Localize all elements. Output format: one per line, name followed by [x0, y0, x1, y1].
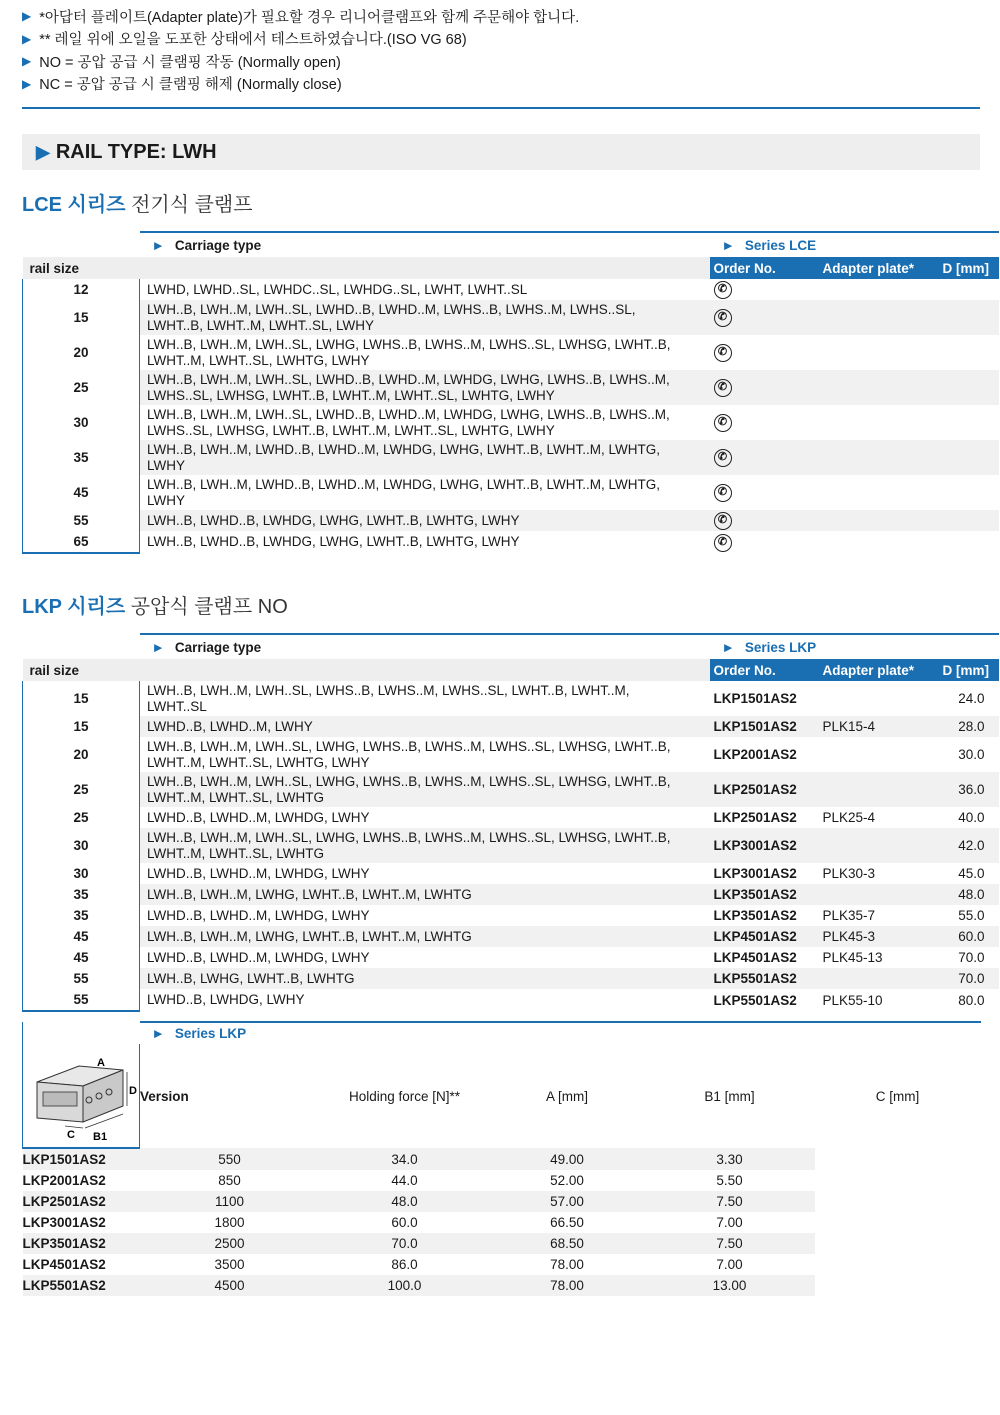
version-cell: LKP1501AS2	[23, 1148, 140, 1170]
spacer-cell	[687, 772, 710, 807]
lce-row	[23, 370, 999, 405]
triangle-bullet-icon: ►	[151, 639, 165, 655]
carriage-types-cell: LWH..B, LWHG, LWHT..B, LWHTG	[140, 968, 687, 989]
carriage-types-cell: LWHD..B, LWHD..M, LWHDG, LWHY	[147, 809, 370, 825]
dim-c-label: C	[67, 1129, 75, 1141]
b1-mm-cell: 68.50	[490, 1233, 645, 1254]
spacer-cell	[687, 863, 710, 884]
spacer-cell	[687, 681, 710, 716]
carriage-types-cell: LWH..B, LWH..M, LWH..SL, LWHG, LWHS..B, LWHS..M, LWHS..SL, LWHSG, LWHT..B, LWHT..M, LWHT..SL, LWHTG, LWHY	[147, 738, 671, 770]
note-item	[22, 73, 982, 96]
order-no-cell: LKP3001AS2	[713, 866, 797, 881]
rail-size-cell: 45	[23, 926, 140, 947]
rail-size-cell: 55	[23, 510, 140, 531]
carriage-types-cell: LWHD..B, LWHDG, LWHY	[147, 992, 305, 1007]
carriage-types-cell: LWHD..B, LWHD..M, LWHDG, LWHY	[147, 907, 370, 923]
holding-force-cell: 550	[140, 1148, 320, 1170]
phone-icon: ✆	[714, 344, 732, 362]
d-cell	[943, 335, 999, 370]
d-cell: 45.0	[958, 866, 985, 881]
version-header: Version	[140, 1088, 189, 1104]
rail-size-cell: 12	[23, 279, 140, 300]
adapter-plate-cell: PLK35-7	[822, 908, 876, 923]
adapter-plate-cell: PLK15-4	[823, 716, 943, 737]
adapter-plate-cell: PLK45-13	[822, 950, 883, 965]
note-text: *아답터 플레이트(Adapter plate)가 필요할 경우 리니어클램프와 함께 주문해야 합니다.	[39, 9, 580, 26]
d-cell	[943, 300, 999, 335]
lce-row	[23, 531, 999, 553]
adapter-plate-cell	[823, 440, 943, 475]
order-no-header: Order No.	[710, 659, 823, 681]
b1-mm-cell: 52.00	[550, 1173, 584, 1188]
b1-mm-cell: 78.00	[490, 1275, 645, 1296]
adapter-plate-cell	[823, 737, 943, 772]
order-no-cell	[710, 405, 823, 440]
lkp-section-title	[22, 590, 288, 619]
spacer-cell	[687, 884, 710, 905]
order-no-cell: LKP2501AS2	[713, 810, 797, 825]
carriage-types-cell: LWHD..B, LWHD..M, LWHDG, LWHY	[147, 865, 370, 881]
adapter-plate-cell	[823, 335, 943, 370]
carriage-type-label: Carriage type	[174, 639, 262, 655]
rail-size-cell: 30	[23, 405, 140, 440]
rail-size-cell: 35	[23, 440, 140, 475]
version-cell: LKP3501AS2	[23, 1233, 140, 1254]
b1-mm-cell: 49.00	[490, 1148, 645, 1170]
rail-size-cell: 65	[23, 531, 140, 553]
lce-row	[23, 440, 999, 475]
d-cell	[943, 370, 999, 405]
phone-icon: ✆	[714, 281, 732, 299]
a-mm-cell: 70.0	[320, 1233, 490, 1254]
order-no-cell: LKP1501AS2	[710, 716, 823, 737]
adapter-plate-cell	[823, 405, 943, 440]
version-row	[23, 1254, 981, 1275]
version-row	[23, 1233, 981, 1254]
d-cell	[943, 475, 999, 510]
carriage-types-cell: LWH..B, LWH..M, LWH..SL, LWHD..B, LWHD..M, LWHDG, LWHG, LWHS..B, LWHS..M, LWHS..SL, LWHSG, LWHT..B, LWHT..M, LWHT..SL, LWHTG, LWHY	[140, 370, 687, 405]
a-mm-cell: 86.0	[391, 1257, 418, 1272]
b1-mm-header: B1 [mm]	[704, 1088, 755, 1104]
rail-size-cell: 35	[23, 884, 140, 905]
c-mm-header: C [mm]	[875, 1088, 920, 1104]
c-mm-cell: 7.50	[645, 1233, 815, 1254]
d-cell: 24.0	[958, 691, 985, 706]
spacer-cell	[687, 405, 710, 440]
spacer-cell	[687, 279, 710, 300]
d-mm-header: D [mm]	[943, 257, 999, 279]
c-mm-cell: 7.00	[716, 1257, 743, 1272]
lce-title-bold: LCE 시리즈	[22, 194, 126, 216]
dim-d-label: D	[129, 1085, 137, 1097]
rail-size-cell: 15	[23, 681, 140, 716]
rail-size-cell: 55	[23, 989, 140, 1011]
carriage-types-cell: LWH..B, LWH..M, LWH..SL, LWHG, LWHS..B, LWHS..M, LWHS..SL, LWHSG, LWHT..B, LWHT..M, LWHT..SL, LWHTG	[140, 828, 687, 863]
adapter-plate-cell	[823, 531, 943, 553]
spacer-cell	[687, 510, 710, 531]
order-no-cell	[710, 370, 823, 405]
phone-icon: ✆	[714, 512, 732, 530]
lkp-row	[23, 716, 999, 737]
spacer-cell	[687, 968, 710, 989]
carriage-types-cell: LWH..B, LWHD..B, LWHDG, LWHG, LWHT..B, LWHTG, LWHY	[140, 510, 687, 531]
lkp-row	[23, 989, 999, 1011]
spacer-cell	[687, 989, 710, 1011]
adapter-plate-cell: PLK45-3	[823, 926, 943, 947]
spacer-cell	[687, 370, 710, 405]
rail-size-header: rail size	[23, 257, 140, 279]
carriage-types-cell: LWH..B, LWH..M, LWH..SL, LWHG, LWHS..B, LWHS..M, LWHS..SL, LWHSG, LWHT..B, LWHT..M, LWHT..SL, LWHTG	[140, 772, 687, 807]
b1-mm-cell: 78.00	[550, 1257, 584, 1272]
c-mm-cell: 5.50	[716, 1173, 743, 1188]
triangle-bullet-icon: ►	[151, 237, 165, 253]
phone-icon: ✆	[714, 484, 732, 502]
phone-icon: ✆	[714, 414, 732, 432]
holding-force-cell: 1100	[140, 1191, 320, 1212]
divider	[22, 107, 980, 109]
adapter-plate-cell	[823, 884, 943, 905]
lce-table	[22, 231, 999, 554]
lkp-title-bold: LKP 시리즈	[22, 596, 126, 618]
triangle-bullet-icon: ▶	[36, 141, 50, 162]
order-no-cell	[710, 440, 823, 475]
carriage-types-cell: LWH..B, LWH..M, LWH..SL, LWHD..B, LWHD..M, LWHDG, LWHG, LWHS..B, LWHS..M, LWHS..SL, LWHSG, LWHT..B, LWHT..M, LWHT..SL, LWHTG, LWHY	[147, 406, 670, 438]
order-no-cell	[710, 300, 823, 335]
lce-section-title	[22, 188, 253, 217]
triangle-bullet-icon: ►	[721, 639, 735, 655]
phone-icon: ✆	[714, 449, 732, 467]
d-cell: 30.0	[958, 747, 985, 762]
d-cell	[943, 440, 999, 475]
rail-size-cell: 55	[23, 968, 140, 989]
holding-force-cell: 1800	[214, 1215, 245, 1230]
adapter-plate-cell	[823, 681, 943, 716]
carriage-types-cell: LWH..B, LWH..M, LWHD..B, LWHD..M, LWHDG, LWHG, LWHT..B, LWHT..M, LWHTG, LWHY	[140, 440, 687, 475]
d-cell: 40.0	[958, 810, 985, 825]
rail-type-heading	[22, 134, 980, 170]
rail-size-cell: 25	[23, 772, 140, 807]
rail-size-cell: 45	[23, 947, 140, 968]
adapter-plate-cell	[823, 475, 943, 510]
holding-force-cell: 2500	[140, 1233, 320, 1254]
d-cell	[943, 531, 999, 553]
spacer-cell	[687, 335, 710, 370]
rail-size-cell: 20	[23, 737, 140, 772]
version-table	[22, 1021, 981, 1296]
lkp-row	[23, 828, 999, 863]
a-mm-cell: 44.0	[391, 1173, 418, 1188]
carriage-types-cell: LWHD..B, LWHD..M, LWHDG, LWHY	[147, 949, 370, 965]
carriage-types-cell: LWH..B, LWH..M, LWH..SL, LWHD..B, LWHD..M, LWHS..B, LWHS..M, LWHS..SL, LWHT..B, LWHT..M, LWHT..SL, LWHY	[140, 300, 687, 335]
triangle-bullet-icon: ►	[151, 1026, 165, 1041]
carriage-type-label: Carriage type	[174, 237, 262, 253]
lkp-row	[23, 926, 999, 947]
rail-size-cell: 30	[23, 828, 140, 863]
series-header	[710, 232, 999, 257]
version-row	[23, 1170, 981, 1191]
c-mm-cell: 13.00	[645, 1275, 815, 1296]
dim-a-label: A	[97, 1057, 105, 1069]
spacer-cell	[687, 531, 710, 553]
lkp-row	[23, 863, 999, 884]
spacer-cell	[687, 737, 710, 772]
note-text: ** 레일 위에 오일을 도포한 상태에서 테스트하였습니다.(ISO VG 68)	[39, 32, 467, 49]
version-series-label: Series LKP	[174, 1026, 247, 1041]
d-cell: 55.0	[958, 908, 985, 923]
lkp-row	[23, 947, 999, 968]
carriage-types-cell: LWHD, LWHD..SL, LWHDC..SL, LWHDG..SL, LWHT, LWHT..SL	[147, 281, 528, 297]
d-cell: 28.0	[943, 716, 999, 737]
d-cell: 70.0	[943, 968, 999, 989]
rail-size-cell: 35	[23, 905, 140, 926]
order-no-cell: LKP3001AS2	[710, 828, 823, 863]
rail-size-cell: 15	[23, 300, 140, 335]
order-no-cell	[710, 279, 823, 300]
triangle-bullet-icon: ►	[721, 237, 735, 253]
rail-size-cell: 30	[23, 863, 140, 884]
triangle-bullet-icon: ▶	[22, 9, 32, 24]
order-no-cell: LKP4501AS2	[713, 950, 797, 965]
clamp-diagram-cell	[23, 1044, 140, 1148]
holding-force-header: Holding force [N]**	[348, 1088, 461, 1104]
adapter-plate-cell	[823, 510, 943, 531]
lkp-row	[23, 807, 999, 828]
d-mm-header: D [mm]	[943, 659, 999, 681]
triangle-bullet-icon: ▶	[22, 31, 32, 46]
lce-row	[23, 300, 999, 335]
c-mm-cell: 3.30	[645, 1148, 815, 1170]
notes-list	[22, 5, 982, 95]
carriage-types-cell: LWH..B, LWHD..B, LWHDG, LWHG, LWHT..B, LWHTG, LWHY	[147, 534, 520, 549]
version-row	[23, 1212, 981, 1233]
order-no-cell	[710, 475, 823, 510]
b1-mm-cell: 57.00	[490, 1191, 645, 1212]
carriage-type-header	[140, 232, 687, 257]
adapter-plate-cell	[823, 300, 943, 335]
lkp-title-rest: 공압식 클램프 NO	[130, 596, 288, 618]
carriage-types-cell: LWH..B, LWH..M, LWHG, LWHT..B, LWHT..M, LWHTG	[140, 884, 687, 905]
carriage-types-cell: LWH..B, LWH..M, LWHD..B, LWHD..M, LWHDG, LWHG, LWHT..B, LWHT..M, LWHTG, LWHY	[147, 476, 660, 508]
version-cell: LKP2501AS2	[23, 1191, 140, 1212]
adapter-plate-header: Adapter plate*	[823, 257, 943, 279]
spacer-cell	[687, 926, 710, 947]
spacer-cell	[687, 905, 710, 926]
version-cell: LKP4501AS2	[22, 1257, 106, 1272]
order-no-header: Order No.	[710, 257, 823, 279]
adapter-plate-header: Adapter plate*	[823, 659, 943, 681]
d-cell: 36.0	[943, 772, 999, 807]
a-mm-cell: 60.0	[391, 1215, 418, 1230]
series-label: Series LCE	[744, 237, 817, 253]
note-item	[22, 5, 982, 28]
a-mm-cell: 48.0	[320, 1191, 490, 1212]
order-no-cell: LKP3501AS2	[713, 908, 797, 923]
rail-size-cell: 25	[23, 807, 140, 828]
phone-icon: ✆	[714, 379, 732, 397]
carriage-types-cell: LWHD..B, LWHD..M, LWHY	[140, 716, 687, 737]
adapter-plate-cell	[823, 968, 943, 989]
d-cell	[943, 279, 999, 300]
spacer-cell	[687, 807, 710, 828]
rail-size-header: rail size	[23, 659, 140, 681]
d-cell: 48.0	[943, 884, 999, 905]
d-cell: 42.0	[943, 828, 999, 863]
spacer-cell	[687, 716, 710, 737]
lce-row	[23, 475, 999, 510]
rail-type-label: RAIL TYPE: LWH	[55, 140, 217, 163]
a-mm-cell: 34.0	[320, 1148, 490, 1170]
version-row	[23, 1191, 981, 1212]
d-cell: 70.0	[958, 950, 985, 965]
adapter-plate-cell	[823, 772, 943, 807]
adapter-plate-cell: PLK25-4	[822, 810, 876, 825]
adapter-plate-cell: PLK30-3	[822, 866, 876, 881]
d-cell: 80.0	[958, 992, 985, 1008]
rail-size-cell: 15	[23, 716, 140, 737]
a-mm-cell: 100.0	[320, 1275, 490, 1296]
lkp-row	[23, 884, 999, 905]
order-no-cell: LKP5501AS2	[713, 992, 797, 1008]
rail-size-cell: 20	[23, 335, 140, 370]
d-cell	[943, 510, 999, 531]
note-text: NO = 공압 공급 시 클램핑 작동 (Normally open)	[39, 54, 341, 71]
spacer-cell	[687, 947, 710, 968]
adapter-plate-cell	[823, 279, 943, 300]
lce-row	[23, 335, 999, 370]
order-no-cell: LKP3501AS2	[710, 884, 823, 905]
holding-force-cell: 850	[218, 1173, 241, 1188]
adapter-plate-cell: PLK55-10	[822, 992, 883, 1008]
version-cell: LKP5501AS2	[23, 1275, 140, 1296]
series-label: Series LKP	[744, 639, 817, 655]
spacer-cell	[687, 440, 710, 475]
carriage-types-cell: LWH..B, LWH..M, LWH..SL, LWHG, LWHS..B, LWHS..M, LWHS..SL, LWHSG, LWHT..B, LWHT..M, LWHT..SL, LWHTG, LWHY	[147, 336, 671, 368]
clamp-diagram	[23, 1044, 139, 1144]
lkp-row	[23, 737, 999, 772]
version-row	[23, 1148, 981, 1170]
lce-row	[23, 405, 999, 440]
order-no-cell	[710, 335, 823, 370]
note-item	[22, 50, 982, 73]
d-cell	[943, 405, 999, 440]
lkp-table	[22, 633, 999, 1012]
version-cell: LKP3001AS2	[22, 1215, 106, 1230]
adapter-plate-cell	[823, 828, 943, 863]
adapter-plate-cell	[823, 370, 943, 405]
order-no-cell	[710, 510, 823, 531]
order-no-cell	[710, 531, 823, 553]
d-cell: 60.0	[943, 926, 999, 947]
lce-row	[23, 279, 999, 300]
lce-row	[23, 510, 999, 531]
b1-mm-cell: 66.50	[550, 1215, 584, 1230]
a-mm-header: A [mm]	[545, 1088, 588, 1104]
carriage-type-header	[140, 634, 687, 659]
version-series-header	[140, 1022, 981, 1044]
series-header	[710, 634, 999, 659]
phone-icon: ✆	[714, 534, 732, 552]
order-no-cell: LKP1501AS2	[713, 691, 797, 706]
order-no-cell: LKP5501AS2	[710, 968, 823, 989]
dim-b1-label: B1	[93, 1131, 108, 1143]
triangle-bullet-icon: ▶	[22, 54, 32, 69]
spacer-cell	[687, 300, 710, 335]
order-no-cell: LKP2501AS2	[710, 772, 823, 807]
rail-size-cell: 25	[23, 370, 140, 405]
phone-icon: ✆	[714, 309, 732, 327]
spacer-cell	[687, 828, 710, 863]
note-text: NC = 공압 공급 시 클램핑 해제 (Normally close)	[39, 77, 342, 94]
lce-title-rest: 전기식 클램프	[131, 194, 253, 216]
carriage-types-cell: LWH..B, LWH..M, LWHG, LWHT..B, LWHT..M, LWHTG	[140, 926, 687, 947]
order-no-cell: LKP2001AS2	[713, 747, 797, 762]
c-mm-cell: 7.00	[716, 1215, 743, 1230]
note-item	[22, 28, 982, 51]
c-mm-cell: 7.50	[645, 1191, 815, 1212]
holding-force-cell: 4500	[140, 1275, 320, 1296]
version-cell: LKP2001AS2	[22, 1173, 106, 1188]
version-row	[23, 1275, 981, 1296]
carriage-types-cell: LWH..B, LWH..M, LWH..SL, LWHS..B, LWHS..M, LWHS..SL, LWHT..B, LWHT..M, LWHT..SL	[147, 682, 630, 714]
order-no-cell: LKP4501AS2	[710, 926, 823, 947]
lkp-row	[23, 968, 999, 989]
spacer-cell	[687, 475, 710, 510]
lkp-row	[23, 905, 999, 926]
triangle-bullet-icon: ▶	[22, 76, 32, 91]
holding-force-cell: 3500	[214, 1257, 245, 1272]
lkp-row	[23, 772, 999, 807]
rail-size-cell: 45	[23, 475, 140, 510]
lkp-row	[23, 681, 999, 716]
